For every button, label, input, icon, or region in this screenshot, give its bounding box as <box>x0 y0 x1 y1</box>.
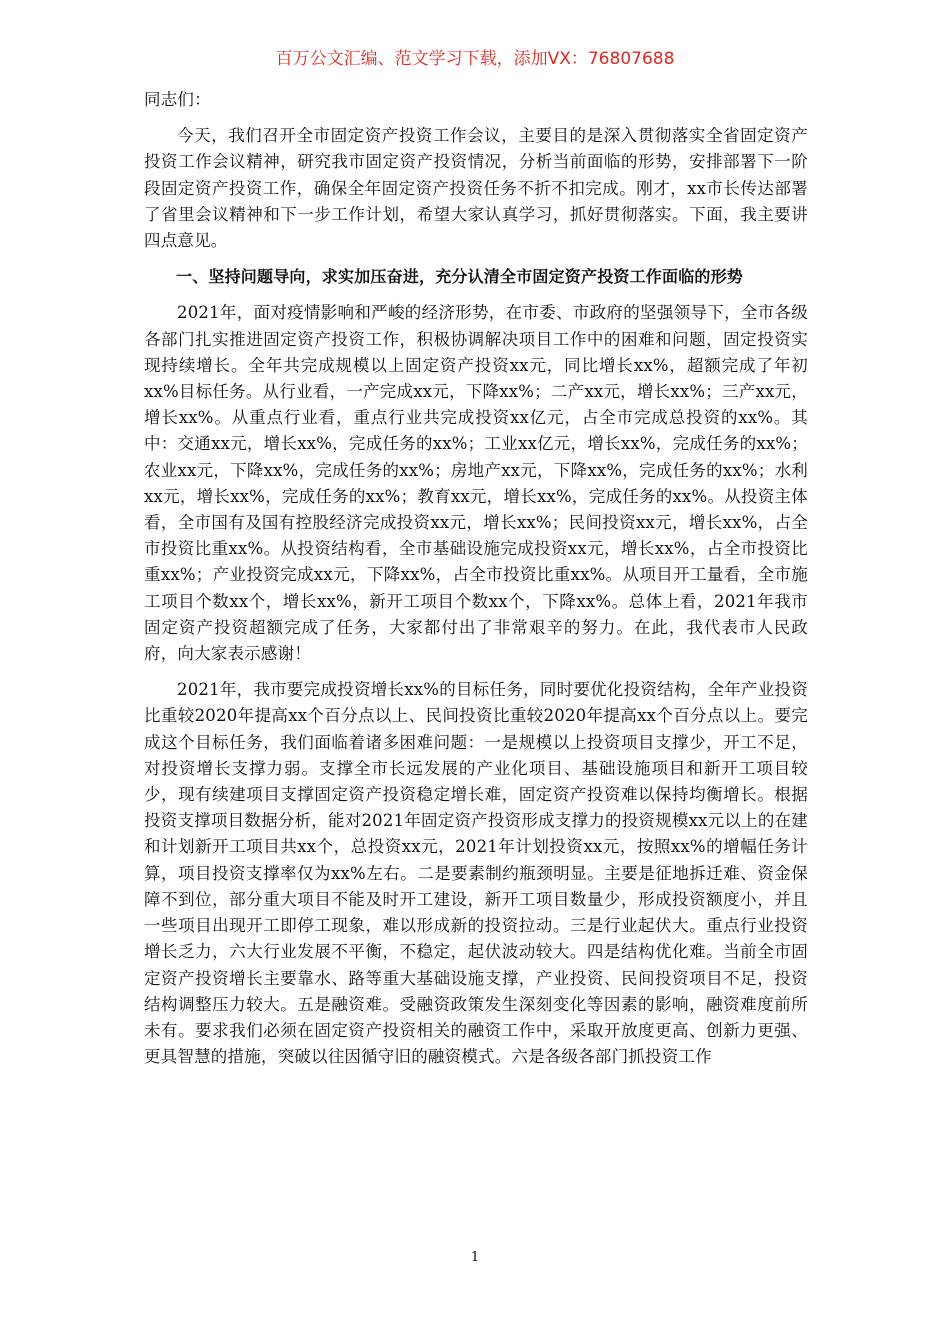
body-paragraph-1: 2021年，面对疫情影响和严峻的经济形势，在市委、市政府的坚强领导下，全市各级各部门扎实推进固定资产投资工作，积极协调解决项目工作中的困难和问题，固定投资实现持续增长。全年共完成规模以上固定资产投资xx元，同比增长xx%，超额完成了年初xx%目标任务。从行业看，一产完成xx元，下降xx%；二产xx元，增长xx%；三产xx元，增长xx%。从重点行业看，重点行业共完成投资xx亿元，占全市完成总投资的xx%。其中：交通xx元，增长xx%，完成任务的xx%；工业xx亿元，增长xx%，完成任务的xx%；农业xx元，下降xx%，完成任务的xx%；房地产xx元，下降xx%，完成任务的xx%；水利xx元，增长xx%，完成任务的xx%；教育xx元，增长xx%，完成任务的xx%。从投资主体看，全市国有及国有控股经济完成投资xx元，增长xx%；民间投资xx元，增长xx%，占全市投资比重xx%。从投资结构看，全市基础设施完成投资xx元，增长xx%，占全市投资比重xx%；产业投资完成xx元，下降xx%，占全市投资比重xx%。从项目开工量看，全市施工项目个数xx个，增长xx%，新开工项目个数xx个，下降xx%。总体上看，2021年我市固定资产投资超额完成了任务，大家都付出了非常艰辛的努力。在此，我代表市人民政府，向大家表示感谢！ <box>144 303 808 664</box>
document-body <box>144 87 808 1070</box>
intro-paragraph: 今天，我们召开全市固定资产投资工作会议，主要目的是深入贯彻落实全省固定资产投资工作会议精神，研究我市固定资产投资情况，分析当前面临的形势，安排部署下一阶段固定资产投资工作，确保全年固定资产投资任务不折不扣完成。刚才，xx市长传达部署了省里会议精神和下一步工作计划，希望大家认真学习，抓好贯彻落实。下面，我主要讲四点意见。 <box>144 126 808 251</box>
salutation: 同志们： <box>144 90 211 109</box>
watermark-header: 百万公文汇编、范文学习下载，添加VX：76807688 <box>275 49 675 69</box>
section-heading: 一、坚持问题导向，求实加压奋进，充分认清全市固定资产投资工作面临的形势 <box>176 267 744 287</box>
page-number: 1 <box>470 1250 480 1265</box>
body-paragraph-2: 2021年，我市要完成投资增长xx%的目标任务，同时要优化投资结构，全年产业投资比重较2020年提高xx个百分点以上、民间投资比重较2020年提高xx个百分点以上。要完成这个目标任务，我们面临着诸多困难问题：一是规模以上投资项目支撑少，开工不足，对投资增长支撑力弱。支撑全市长远发展的产业化项目、基础设施项目和新开工项目较少，现有续建项目支撑固定资产投资稳定增长难，固定资产投资难以保持均衡增长。根据投资支撑项目数据分析，能对2021年固定资产投资形成支撑力的投资规模xx元以上的在建和计划新开工项目共xx个，总投资xx元，2021年计划投资xx元，按照xx%的增幅任务计算，项目投资支撑率仅为xx%左右。二是要素制约瓶颈明显。主要是征地拆迁难、资金保障不到位，部分重大项目不能及时开工建设，新开工项目数量少，形成投资额度小，并且一些项目出现开工即停工现象，难以形成新的投资拉动。三是行业起伏大。重点行业投资增长乏力，六大行业发展不平衡，不稳定，起伏波动较大。四是结构优化难。当前全市固定资产投资增长主要靠水、路等重大基础设施支撑，产业投资、民间投资项目不足，投资结构调整压力较大。五是融资难。受融资政策发生深刻变化等因素的影响，融资难度前所未有。要求我们必须在固定资产投资相关的融资工作中，采取开放度更高、创新力更强、更具智慧的措施，突破以往因循守旧的融资模式。六是各级各部门抓投资工作 <box>144 680 808 1067</box>
